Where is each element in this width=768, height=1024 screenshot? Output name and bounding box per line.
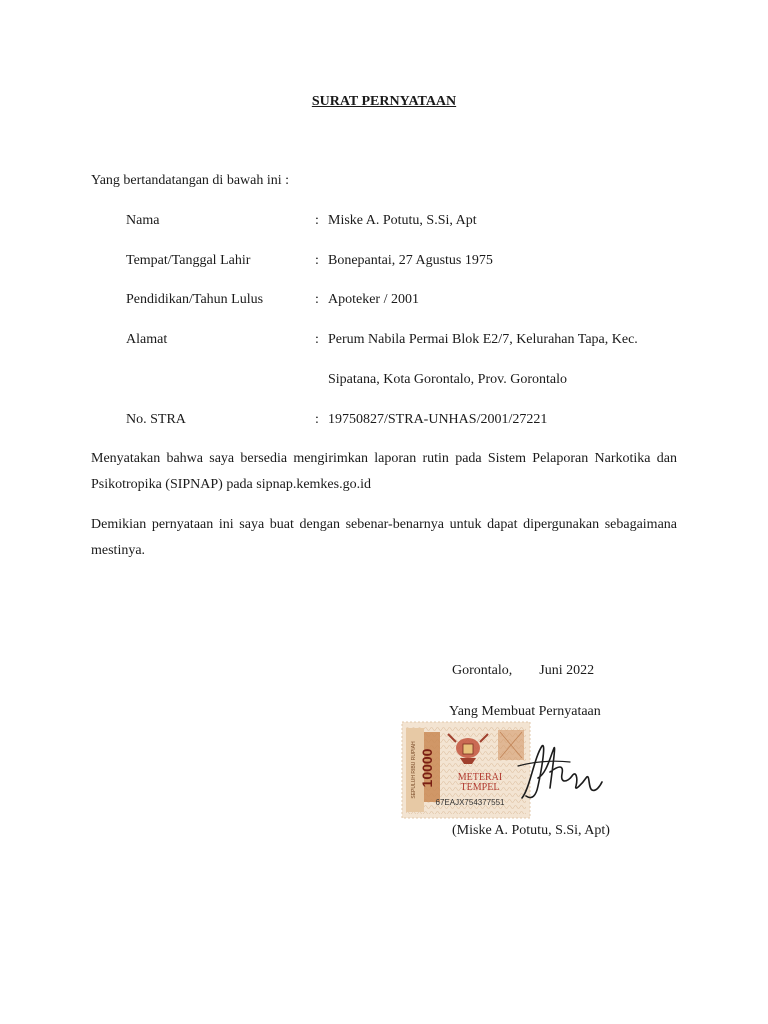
- handwritten-signature: [512, 738, 607, 810]
- stamp-side-text: SEPULUH RIBU RUPIAH: [411, 741, 417, 799]
- place-text: Gorontalo,: [452, 663, 513, 678]
- field-value: 19750827/STRA-UNHAS/2001/27221: [328, 412, 548, 427]
- stamp-serial: 67EAJX754377551: [435, 798, 505, 807]
- field-colon: :: [315, 253, 319, 268]
- field-value: Bonepantai, 27 Agustus 1975: [328, 253, 493, 268]
- field-colon: :: [315, 332, 319, 347]
- field-label: Pendidikan/Tahun Lulus: [126, 292, 264, 307]
- place-date: [452, 663, 594, 679]
- field-label: Tempat/Tanggal Lahir: [126, 253, 251, 268]
- field-label: No. STRA: [126, 412, 186, 427]
- field-value: Perum Nabila Permai Blok E2/7, Kelurahan Tapa, Kec.: [328, 332, 638, 347]
- field-colon: :: [315, 292, 319, 307]
- field-value: Miske A. Potutu, S.Si, Apt: [328, 213, 477, 228]
- intro-text: Yang bertandatangan di bawah ini :: [91, 173, 290, 188]
- field-colon: :: [315, 213, 319, 228]
- stamp-meterai-text: METERAI: [457, 772, 503, 783]
- closing-paragraph: Demikian pernyataan ini saya buat dengan sebenar-benarnya untuk dapat dipergunakan sebagaimana mestinya.: [91, 517, 677, 558]
- signer-name: (Miske A. Potutu, S.Si, Apt): [452, 823, 610, 838]
- stamp-value: 10000: [419, 748, 435, 788]
- maker-label: Yang Membuat Pernyataan: [449, 704, 601, 719]
- statement-paragraph: Menyatakan bahwa saya bersedia mengirimkan laporan rutin pada Sistem Pelaporan Narkotika dan Psikotropika (SIPNAP) pada sipnap.kemkes.go.id: [91, 451, 677, 492]
- document-title: SURAT PERNYATAAN: [311, 94, 457, 109]
- field-colon: :: [315, 412, 319, 427]
- date-text: Juni 2022: [539, 663, 595, 678]
- field-value: Sipatana, Kota Gorontalo, Prov. Gorontalo: [328, 372, 567, 387]
- field-label: Alamat: [126, 332, 168, 347]
- field-label: Nama: [126, 213, 160, 228]
- field-value: Apoteker / 2001: [328, 292, 419, 307]
- stamp-tempel-text: TEMPEL: [460, 782, 500, 793]
